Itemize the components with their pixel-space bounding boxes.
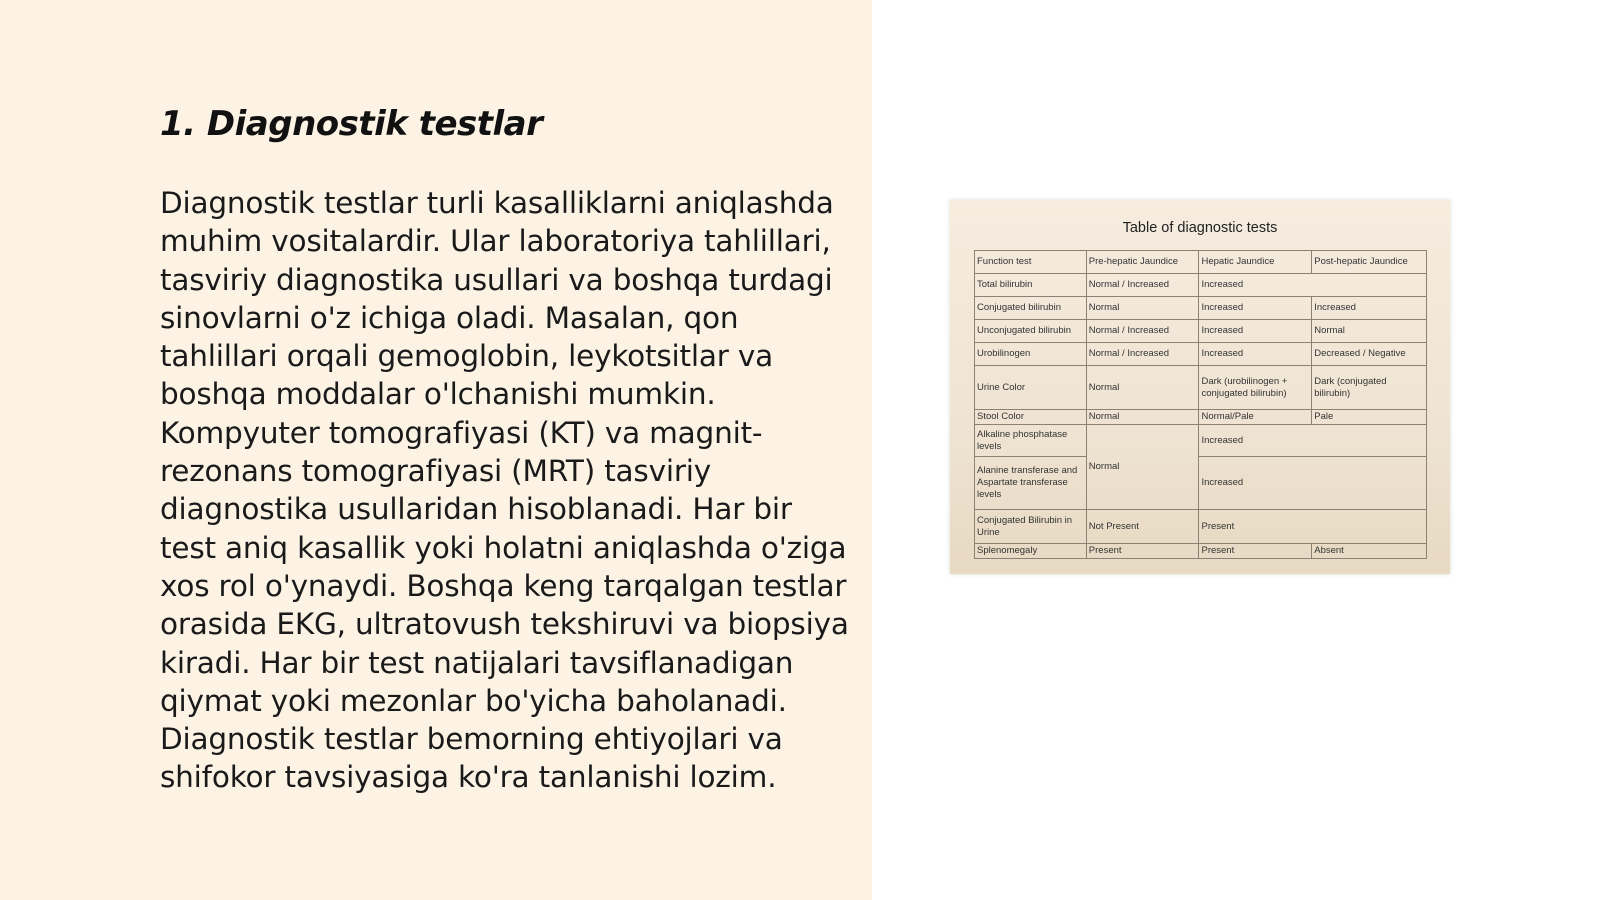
table-cell: Present (1199, 544, 1312, 559)
table-row (975, 343, 1427, 366)
slide-title: 1. Diagnostik testlar (160, 104, 543, 144)
table-cell: Unconjugated bilirubin (975, 320, 1087, 343)
table-cell: Conjugated Bilirubin in Urine (975, 510, 1087, 544)
table-caption: Table of diagnostic tests (1122, 220, 1278, 236)
diagnostic-table-figure (950, 200, 1450, 574)
table-cell: Present (1199, 510, 1427, 544)
table-cell: Urobilinogen (975, 343, 1087, 366)
table-cell: Normal (1086, 297, 1199, 320)
table-cell: Splenomegaly (975, 544, 1087, 559)
table-header-cell: Hepatic Jaundice (1199, 251, 1312, 274)
table-row (975, 274, 1427, 297)
slide-body-text: Diagnostik testlar turli kasalliklarni aniqlashda muhim vositalardir. Ular laboratoriya tahlillari, tasviriy diagnostika usullari va boshqa turdagi sinovlarni o'z ichiga oladi. Masalan, qon tahlillari orqali gemoglobin, leykotsitlar va boshqa moddalar o'lchanishi mumkin. Kompyuter tomografiyasi (KT) va magnit-rezonans tomografiyasi (MRT) tasviriy diagnostika usullaridan hisoblanadi. Har bir test aniq kasallik yoki holatni aniqlashda o'ziga xos rol o'ynaydi. Boshqa keng tarqalgan testlar orasida EKG, ultratovush tekshiruvi va biopsiya kiradi. Har bir test natijalari tavsiflanadigan qiymat yoki mezonlar bo'yicha baholanadi. Diagnostik testlar bemorning ehtiyojlari va shifokor tavsiyasiga ko'ra tanlanishi lozim. (160, 186, 849, 795)
table-header-cell: Post-hepatic Jaundice (1312, 251, 1427, 274)
table-cell: Increased (1199, 297, 1312, 320)
table-row (975, 510, 1427, 544)
diagnostic-table (974, 250, 1427, 559)
table-cell: Alkaline phosphatase levels (975, 425, 1087, 457)
table-cell: Normal / Increased (1086, 320, 1199, 343)
table-cell: Normal / Increased (1086, 274, 1199, 297)
table-cell: Dark (urobilinogen + conjugated bilirubin) (1199, 366, 1312, 410)
table-cell: Alanine transferase and Aspartate transferase levels (975, 457, 1087, 510)
table-cell: Not Present (1086, 510, 1199, 544)
table-cell: Increased (1199, 425, 1427, 457)
table-header-cell: Function test (975, 251, 1087, 274)
table-cell: Total bilirubin (975, 274, 1087, 297)
table-row (975, 425, 1427, 457)
table-cell: Increased (1199, 320, 1312, 343)
table-cell: Decreased / Negative (1312, 343, 1427, 366)
table-cell: Urine Color (975, 366, 1087, 410)
table-cell: Normal / Increased (1086, 343, 1199, 366)
table-cell: Normal/Pale (1199, 410, 1312, 425)
table-cell: Increased (1199, 274, 1427, 297)
table-row (975, 320, 1427, 343)
table-header-cell: Pre-hepatic Jaundice (1086, 251, 1199, 274)
table-cell: Increased (1199, 457, 1427, 510)
table-cell: Stool Color (975, 410, 1087, 425)
table-cell: Normal (1086, 366, 1199, 410)
table-cell: Dark (conjugated bilirubin) (1312, 366, 1427, 410)
table-cell: Normal (1086, 410, 1199, 425)
table-cell: Normal (1086, 425, 1199, 510)
table-row (975, 297, 1427, 320)
table-row (975, 366, 1427, 410)
table-row (975, 457, 1427, 510)
table-row (975, 544, 1427, 559)
table-cell: Absent (1312, 544, 1427, 559)
table-cell: Pale (1312, 410, 1427, 425)
table-cell: Conjugated bilirubin (975, 297, 1087, 320)
table-cell: Normal (1312, 320, 1427, 343)
table-cell: Increased (1199, 343, 1312, 366)
table-row (975, 410, 1427, 425)
table-cell: Present (1086, 544, 1199, 559)
table-cell: Increased (1312, 297, 1427, 320)
table-header-row (975, 251, 1427, 274)
